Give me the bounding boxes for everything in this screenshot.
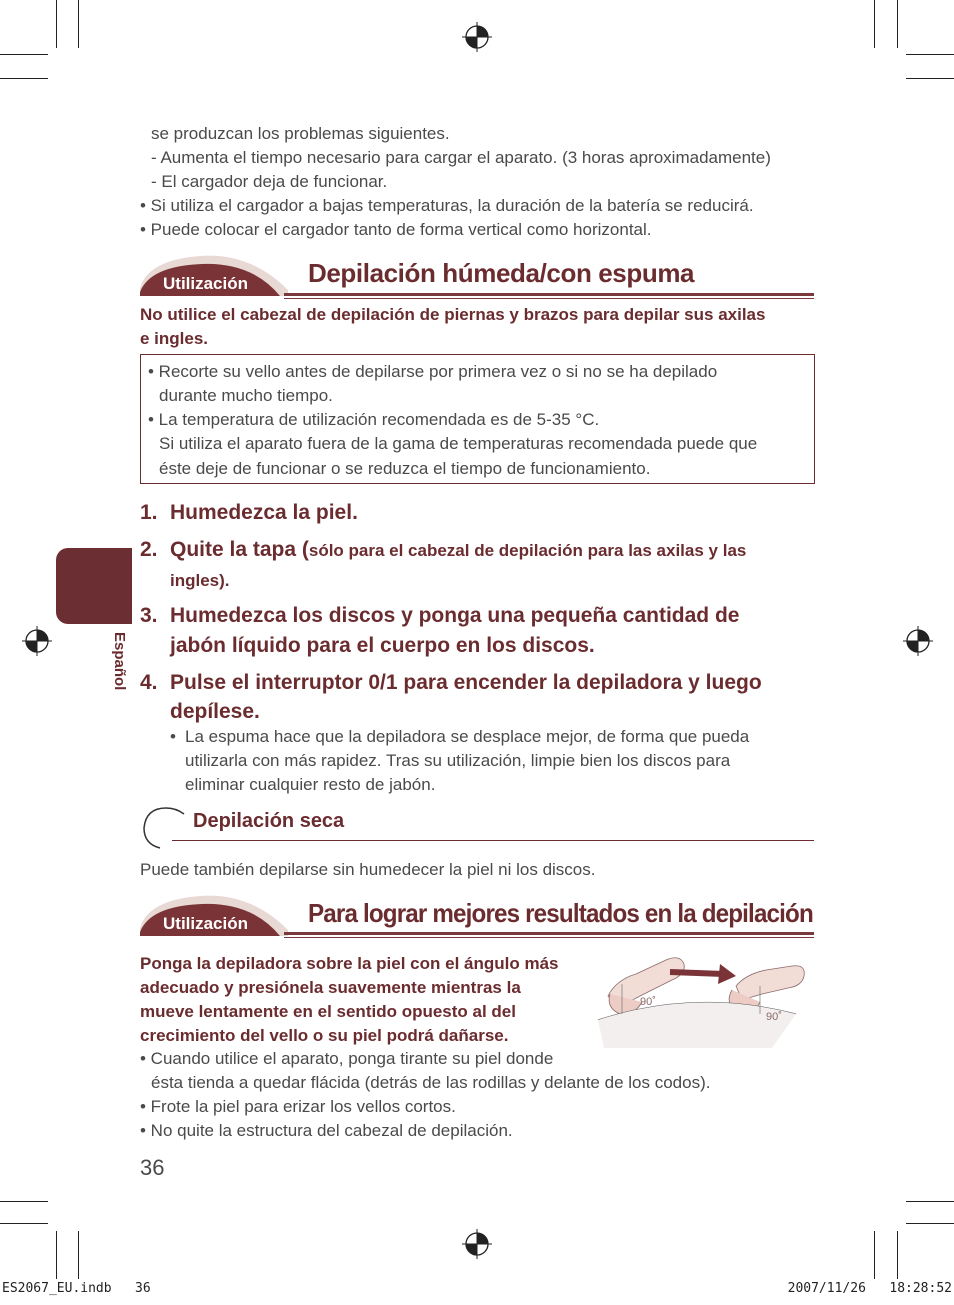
warning-text: e ingles. xyxy=(140,329,209,348)
notice-line: Si utiliza el aparato fuera de la gama de temperaturas recomendada puede que xyxy=(159,434,758,453)
crop-mark xyxy=(906,1223,954,1224)
notice-line: • Recorte su vello antes de depilarse por primera vez o si no se ha depilado xyxy=(148,362,718,381)
angle-label: 90˚ xyxy=(640,996,656,1008)
section-tab-label-wrap xyxy=(140,252,288,296)
footer-file-info: ES2067_EU.indb 36 xyxy=(2,1281,151,1296)
intro-line: • Puede colocar el cargador tanto de forma vertical como horizontal. xyxy=(140,220,652,239)
note-line: La espuma hace que la depiladora se desplace mejor, de forma que pueda xyxy=(185,727,750,746)
step-text: Humedezca los discos y ponga una pequeña cantidad de xyxy=(170,604,740,627)
registration-mark-icon xyxy=(22,626,52,656)
crop-mark xyxy=(906,54,954,55)
section-tab-label: Utilización xyxy=(163,274,249,293)
angle-label: 90˚ xyxy=(766,1011,782,1023)
crop-mark xyxy=(906,78,954,79)
note-line: eliminar cualquier resto de jabón. xyxy=(185,775,436,794)
section-title: Depilación húmeda/con espuma xyxy=(308,258,695,288)
subsection-marker-icon xyxy=(140,806,188,850)
step-text: jabón líquido para el cuerpo en los discos. xyxy=(170,634,595,657)
tip-text: mueve lentamente en el sentido opuesto al del xyxy=(140,1002,516,1021)
notice-line: durante mucho tiempo. xyxy=(159,386,333,405)
epilator-angle-illustration xyxy=(596,950,806,1050)
subsection-title: Depilación seca xyxy=(193,810,345,832)
registration-mark-icon xyxy=(462,1229,492,1259)
language-tab xyxy=(56,548,132,624)
section-rule xyxy=(284,937,814,938)
crop-mark xyxy=(0,1201,48,1202)
crop-mark xyxy=(874,1231,875,1279)
crop-mark xyxy=(78,0,79,48)
step-text-note: sólo para el cabezal de depilación para las axilas y las xyxy=(308,541,747,560)
step-number: 1. xyxy=(140,501,158,524)
tip-text: Ponga la depiladora sobre la piel con el ángulo más xyxy=(140,954,559,973)
footer-timestamp: 2007/11/26 18:28:52 xyxy=(787,1281,952,1296)
step-text xyxy=(170,535,746,566)
step-number: 2. xyxy=(140,538,158,561)
step-text: Pulse el interruptor 0/1 para encender la depiladora y luego xyxy=(170,671,762,694)
step-text: depílese. xyxy=(170,700,260,723)
note-line: utilizarla con más rapidez. Tras su utilización, limpie bien los discos para xyxy=(185,751,731,770)
note-bullet: • xyxy=(170,727,176,746)
crop-mark xyxy=(0,1223,48,1224)
step-number: 4. xyxy=(140,671,158,694)
notice-line: • La temperatura de utilización recomendada es de 5-35 °C. xyxy=(148,410,600,429)
language-label: Español xyxy=(111,632,128,691)
crop-mark xyxy=(0,54,48,55)
crop-mark xyxy=(0,78,48,79)
section-tab-label: Utilización xyxy=(163,914,249,933)
tip-text: crecimiento del vello o su piel podrá dañarse. xyxy=(140,1026,509,1045)
crop-mark xyxy=(897,0,898,48)
crop-mark xyxy=(874,0,875,48)
section-title: Para lograr mejores resultados en la depilación xyxy=(308,898,813,928)
subsection-rule xyxy=(172,840,814,841)
crop-mark xyxy=(56,0,57,48)
step-text-main: Quite la tapa ( xyxy=(170,538,309,561)
intro-line: se produzcan los problemas siguientes. xyxy=(151,124,450,143)
notice-line: éste deje de funcionar o se reduzca el tiempo de funcionamiento. xyxy=(159,459,651,478)
dry-text: Puede también depilarse sin humedecer la piel ni los discos. xyxy=(140,860,596,879)
crop-mark xyxy=(78,1231,79,1279)
intro-line: - El cargador deja de funcionar. xyxy=(151,172,388,191)
section-rule xyxy=(284,298,814,299)
intro-line: - Aumenta el tiempo necesario para cargar el aparato. (3 horas aproximadamente) xyxy=(151,148,771,167)
crop-mark xyxy=(897,1231,898,1279)
crop-mark xyxy=(906,1201,954,1202)
tip-bullet: ésta tienda a quedar flácida (detrás de las rodillas y delante de los codos). xyxy=(151,1073,711,1092)
tip-bullet: • Cuando utilice el aparato, ponga tirante su piel donde xyxy=(140,1049,554,1068)
section-rule xyxy=(284,932,814,935)
section-tab-label-wrap xyxy=(140,892,288,936)
warning-text: No utilice el cabezal de depilación de piernas y brazos para depilar sus axilas xyxy=(140,305,766,324)
page-number: 36 xyxy=(140,1155,165,1180)
tip-bullet: • No quite la estructura del cabezal de depilación. xyxy=(140,1121,513,1140)
tip-text: adecuado y presiónela suavemente mientras la xyxy=(140,978,521,997)
step-number: 3. xyxy=(140,604,158,627)
step-text: Humedezca la piel. xyxy=(170,501,358,524)
tip-bullet: • Frote la piel para erizar los vellos cortos. xyxy=(140,1097,456,1116)
registration-mark-icon xyxy=(903,626,933,656)
intro-line: • Si utiliza el cargador a bajas temperaturas, la duración de la batería se reducirá. xyxy=(140,196,754,215)
step-text-note: ingles). xyxy=(170,571,230,590)
registration-mark-icon xyxy=(462,22,492,52)
section-rule xyxy=(284,293,814,296)
crop-mark xyxy=(56,1231,57,1279)
